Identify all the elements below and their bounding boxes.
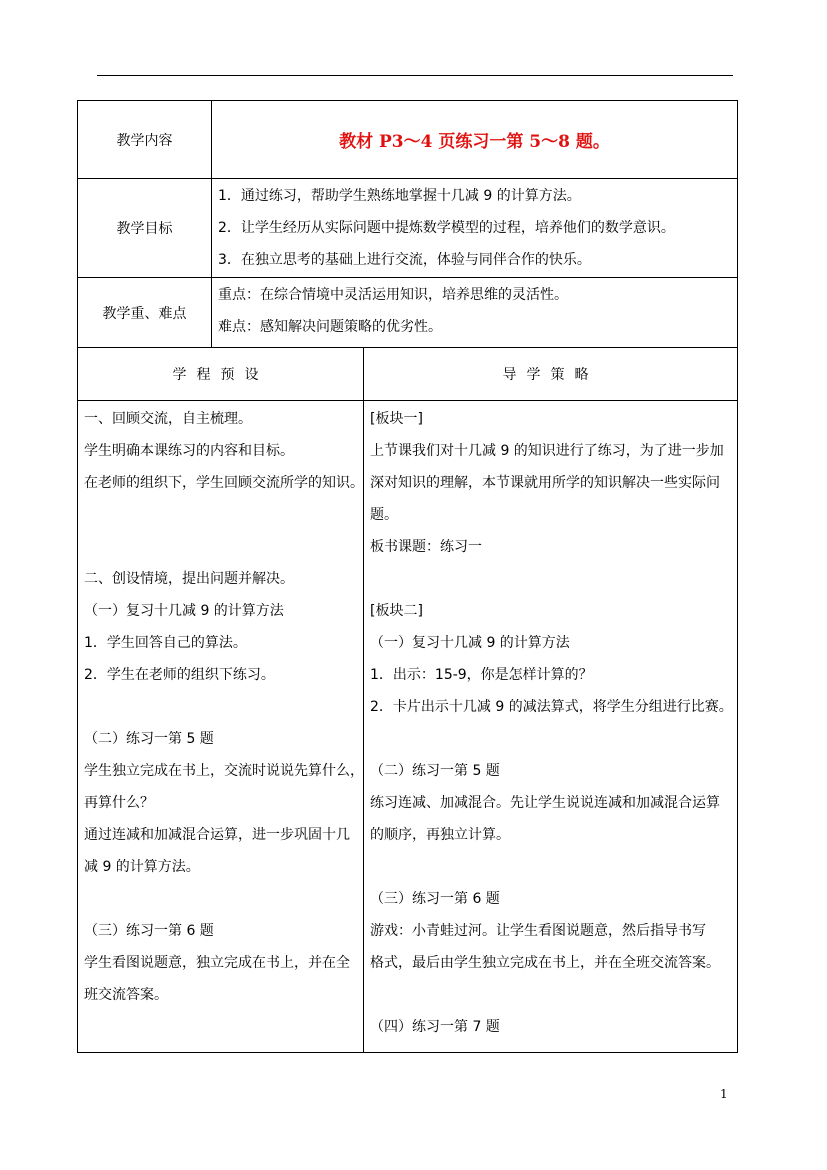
text-line: 格式，最后由学生独立完成在书上，并在全班交流答案。 <box>370 955 720 971</box>
text-line: 学生独立完成在书上，交流时说说先算什么， <box>84 763 364 779</box>
subsection-title: （一）复习十几减 9 的计算方法 <box>370 635 570 651</box>
subsection-title: （三）练习一第 6 题 <box>370 891 500 907</box>
text-line: 上节课我们对十几减 9 的知识进行了练习，为了进一步加 <box>370 443 724 459</box>
text-line: 学生看图说题意，独立完成在书上，并在全 <box>84 955 350 971</box>
text-line: 题。 <box>370 507 398 523</box>
text-line: 1．出示：15-9，你是怎样计算的？ <box>370 667 593 683</box>
goal-item: 2．让学生经历从实际问题中提炼数学模型的过程，培养他们的数学意识。 <box>218 220 675 236</box>
goal-item: 1．通过练习，帮助学生熟练地掌握十几减 9 的计算方法。 <box>218 188 581 204</box>
section-title: 二、创设情境，提出问题并解决。 <box>84 571 294 587</box>
subsection-title: （三）练习一第 6 题 <box>84 923 214 939</box>
subsection-title: （二）练习一第 5 题 <box>84 731 214 747</box>
right-column-body <box>364 401 738 1053</box>
page-number: 1 <box>720 1087 728 1101</box>
key-points-label: 教学重、难点 <box>78 278 212 348</box>
left-column-heading: 学程预设 <box>78 348 364 401</box>
goal-item: 3．在独立思考的基础上进行交流，体验与同伴合作的快乐。 <box>218 252 591 268</box>
block-title: [板块二] <box>370 603 423 619</box>
subsection-title: （四）练习一第 7 题 <box>370 1019 500 1035</box>
key-point: 重点：在综合情境中灵活运用知识，培养思维的灵活性。 <box>218 287 568 303</box>
text-line: 再算什么？ <box>84 795 154 811</box>
text-line: 深对知识的理解，本节课就用所学的知识解决一些实际问 <box>370 475 720 491</box>
content-label: 教学内容 <box>78 101 212 179</box>
lesson-plan-table <box>77 100 738 1053</box>
text-line: 的顺序，再独立计算。 <box>370 827 510 843</box>
text-line: 通过连减和加减混合运算，进一步巩固十几 <box>84 827 350 843</box>
subsection-title: （一）复习十几减 9 的计算方法 <box>84 603 284 619</box>
text-line: 板书课题：练习一 <box>370 539 482 555</box>
goals-label: 教学目标 <box>78 179 212 278</box>
text-line: 2．卡片出示十几减 9 的减法算式，将学生分组进行比赛。 <box>370 699 733 715</box>
header-rule <box>97 75 733 76</box>
left-column-body <box>78 401 364 1053</box>
block-title: [板块一] <box>370 411 423 427</box>
row-column-heads <box>78 348 738 401</box>
text-line: 练习连减、加减混合。先让学生说说连减和加减混合运算 <box>370 795 720 811</box>
text-line: 2．学生在老师的组织下练习。 <box>84 667 275 683</box>
row-goals <box>78 179 738 278</box>
text-line: 1．学生回答自己的算法。 <box>84 635 247 651</box>
row-body <box>78 401 738 1053</box>
right-column-heading: 导学策略 <box>364 348 738 401</box>
text-line: 学生明确本课练习的内容和目标。 <box>84 443 294 459</box>
subsection-title: （二）练习一第 5 题 <box>370 763 500 779</box>
text-line: 在老师的组织下，学生回顾交流所学的知识。 <box>84 475 364 491</box>
text-line: 减 9 的计算方法。 <box>84 859 200 875</box>
text-line: 游戏：小青蛙过河。让学生看图说题意，然后指导书写 <box>370 923 706 939</box>
key-point: 难点：感知解决问题策略的优劣性。 <box>218 319 442 335</box>
section-title: 一、回顾交流，自主梳理。 <box>84 411 252 427</box>
content-title: 教材 P3～4 页练习一第 5～8 题。 <box>212 101 738 179</box>
row-key-points <box>78 278 738 348</box>
text-line: 班交流答案。 <box>84 987 168 1003</box>
row-content <box>78 101 738 179</box>
